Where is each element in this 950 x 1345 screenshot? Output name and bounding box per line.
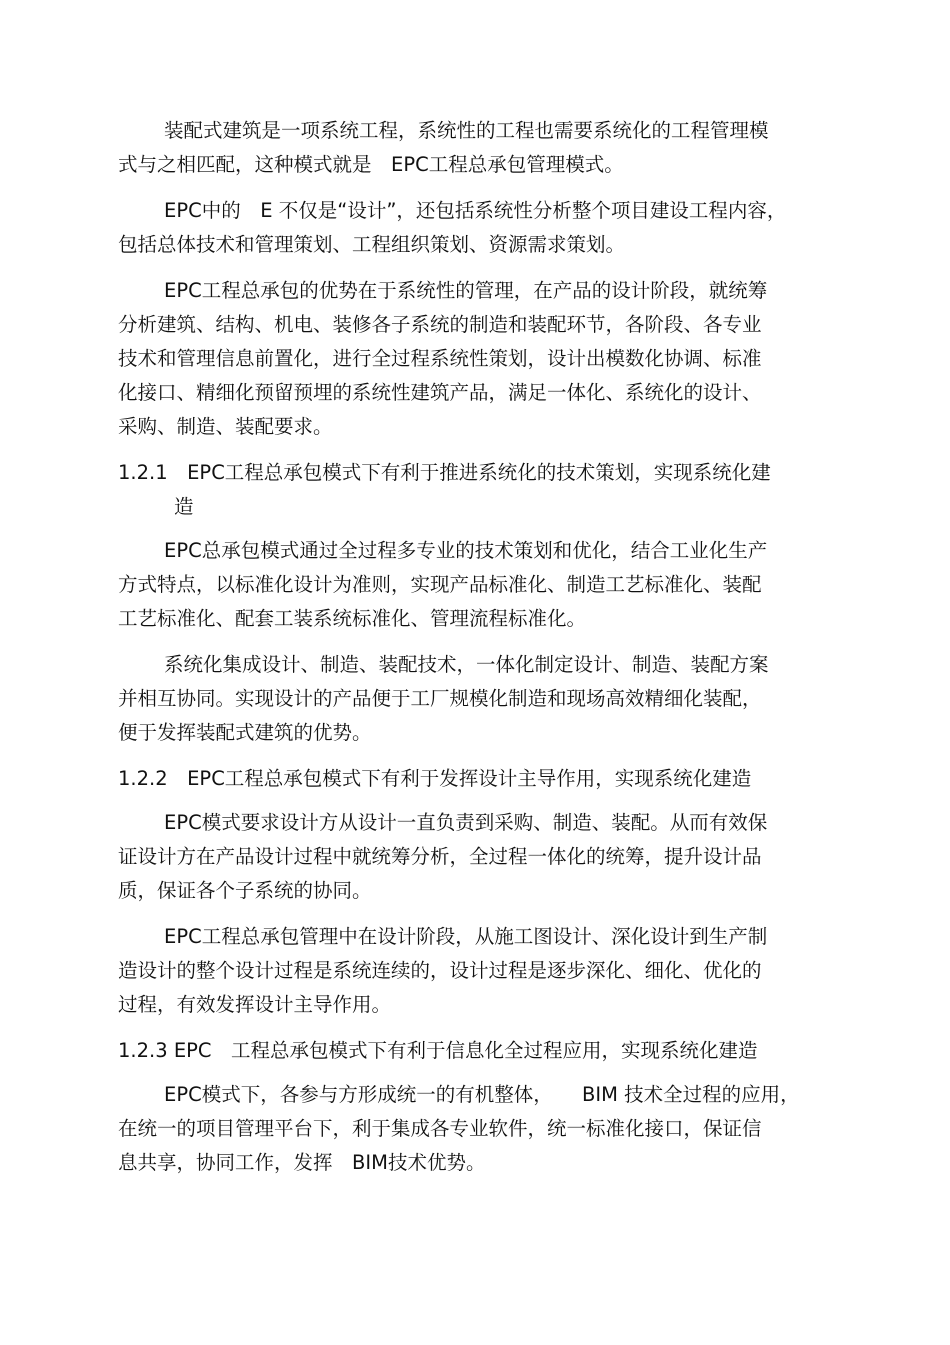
paragraph-line: 质，保证各个子系统的协同。 [118, 879, 372, 902]
paragraph-line: 证设计方在产品设计过程中就统筹分析，全过程一体化的统筹，提升设计品 [118, 845, 762, 868]
paragraph-line: 在统一的项目管理平台下，利于集成各专业软件，统一标准化接口，保证信 [118, 1117, 762, 1140]
paragraph-line: 工艺标准化、配套工装系统标准化、管理流程标准化。 [118, 607, 587, 630]
paragraph-6 [118, 806, 830, 908]
paragraph-3 [118, 274, 830, 444]
paragraph-line: EPC总承包模式通过全过程多专业的技术策划和优化，结合工业化生产 [164, 539, 768, 562]
paragraph-line: 过程，有效发挥设计主导作用。 [118, 993, 392, 1016]
paragraph-line: 分析建筑、结构、机电、装修各子系统的制造和装配环节，各阶段、各专业 [118, 313, 762, 336]
paragraph-line: EPC模式要求设计方从设计一直负责到采购、制造、装配。从而有效保 [164, 811, 768, 834]
paragraph-line: 化接口、精细化预留预埋的系统性建筑产品，满足一体化、系统化的设计、 [118, 381, 762, 404]
paragraph-7 [118, 920, 830, 1022]
paragraph-line: EPC工程总承包的优势在于系统性的管理，在产品的设计阶段，就统筹 [164, 279, 768, 302]
document-body [118, 114, 830, 1192]
paragraph-line: 技术和管理信息前置化，进行全过程系统性策划，设计出模数化协调、标准 [118, 347, 762, 370]
paragraph-8 [118, 1078, 830, 1180]
paragraph-line: 方式特点，以标准化设计为准则，实现产品标准化、制造工艺标准化、装配 [118, 573, 762, 596]
paragraph-line: 造设计的整个设计过程是系统连续的，设计过程是逐步深化、细化、优化的 [118, 959, 762, 982]
heading-line: 1.2.1 EPC工程总承包模式下有利于推进系统化的技术策划，实现系统化建 [118, 461, 771, 484]
paragraph-1 [118, 114, 830, 182]
paragraph-line: 式与之相匹配，这种模式就是 EPC工程总承包管理模式。 [118, 153, 624, 176]
paragraph-5 [118, 648, 830, 750]
paragraph-4 [118, 534, 830, 636]
heading-line: 1.2.3 EPC 工程总承包模式下有利于信息化全过程应用，实现系统化建造 [118, 1039, 758, 1062]
paragraph-line: EPC工程总承包管理中在设计阶段，从施工图设计、深化设计到生产制 [164, 925, 768, 948]
paragraph-line: 并相互协同。实现设计的产品便于工厂规模化制造和现场高效精细化装配， [118, 687, 762, 710]
paragraph-line: 系统化集成设计、制造、装配技术，一体化制定设计、制造、装配方案 [164, 653, 769, 676]
paragraph-line: 采购、制造、装配要求。 [118, 415, 333, 438]
heading-line: 1.2.2 EPC工程总承包模式下有利于发挥设计主导作用，实现系统化建造 [118, 767, 752, 790]
section-heading-1-2-3 [118, 1034, 830, 1068]
paragraph-2 [118, 194, 830, 262]
paragraph-line: 包括总体技术和管理策划、工程组织策划、资源需求策划。 [118, 233, 626, 256]
paragraph-line: EPC中的 E 不仅是“设计”，还包括系统性分析整个项目建设工程内容， [164, 199, 787, 222]
paragraph-line: 便于发挥装配式建筑的优势。 [118, 721, 372, 744]
section-heading-1-2-1 [118, 456, 830, 524]
paragraph-line: 息共享，协同工作，发挥 BIM技术优势。 [118, 1151, 486, 1174]
section-heading-1-2-2 [118, 762, 830, 796]
heading-line: 造 [174, 495, 194, 518]
paragraph-line: 装配式建筑是一项系统工程，系统性的工程也需要系统化的工程管理模 [164, 119, 769, 142]
paragraph-line: EPC模式下，各参与方形成统一的有机整体， BIM 技术全过程的应用， [164, 1083, 800, 1106]
